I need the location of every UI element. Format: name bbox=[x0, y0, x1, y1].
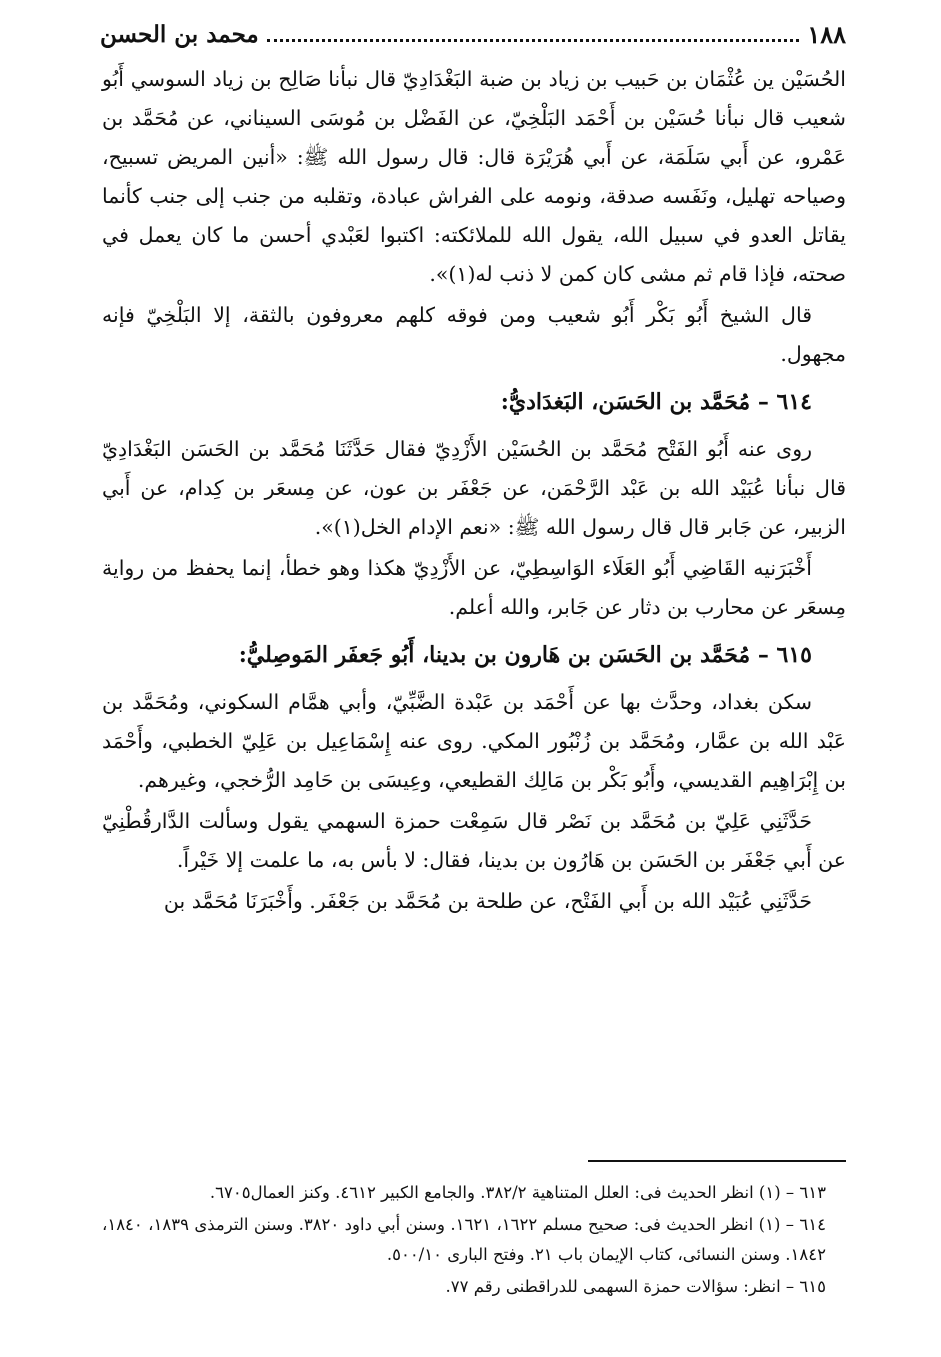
running-title: محمد بن الحسن bbox=[100, 20, 259, 48]
footnote-615: ٦١٥ – انظر: سؤالات حمزة السهمى للدراقطنى رقم ٧٧. bbox=[445, 1277, 826, 1296]
paragraph-entry-614-comment: أَخْبَرَنيه القَاضِي أَبُو العَلَاء الوَاسِطِيّ، عن الأَزْدِيّ هكذا وهو خطأ، إنما يحفظ من رواية مِسعَر عن محارب بن دثار عن جَابر، والله أعلم. bbox=[102, 556, 846, 619]
entry-heading-614: ٦١٤ – مُحَمَّد بن الحَسَن، البَغدَاديُّ: bbox=[500, 389, 812, 415]
page-header bbox=[100, 14, 846, 54]
paragraph-isnad-continuation: الحُسَيْن ين عُثْمَان بن حَبيب بن زياد بن ضبة البَغْدَادِيّ قال نبأنا صَالِح بن زياد السوسي أَبُو شعيب قال نبأنا حُسَيْن بن أَحْمَد البَلْخِيّ، عن الفَضْل بن مُوسَى السيناني، عن مُحَمَّد بن عَمْرو، عن أَبي سَلَمَة، عن أَبي هُرَيْرَة قال: قال رسول الله ﷺ: «أنين المريض تسبيح، وصياحه تهليل، ونَفَسه صدقة، ونومه على الفراش عبادة، وتقلبه من جنب إلى جنب كأنما يقاتل العدو في سبيل الله، يقول الله للملائكته: اكتبوا لعَبْدي أحسن ما كان يعمل في صحته، فإذا قام ثم مشى كان كمن لا ذنب له(١)». bbox=[102, 67, 846, 286]
footnote-613: ٦١٣ – (١) انظر الحديث فى: العلل المتناهية ٣٨٢/٢. والجامع الكبير ٤٦١٢. وكنز العمال٦٧٠٥. bbox=[209, 1183, 826, 1202]
main-text bbox=[102, 60, 846, 921]
entry-heading-615: ٦١٥ – مُحَمَّد بن الحَسَن بن هَارون بن بدينا، أَبُو جَعفَر المَوصِليُّ: bbox=[238, 642, 812, 668]
footnote-separator bbox=[588, 1160, 846, 1162]
paragraph-entry-615-grading: حَدَّثَنِي عَلِيّ بن مُحَمَّد بن نَصْر قال سَمِعْت حمزة السهمي يقول وسألت الدَّارقُطْنِيّ عن أَبي جَعْفَر بن الحَسَن بن هَارُون بن بدينا، فقال: لا بأس به، ما علمت إلا خَيْراً. bbox=[102, 809, 846, 872]
paragraph-entry-614-narration: روى عنه أَبُو الفَتْح مُحَمَّد بن الحُسَيْن الأَزْدِيّ فقال حَدَّثَنَا مُحَمَّد بن الحَسَن البَغْدَادِيّ قال نبأنا عُبَيْد الله بن عَبْد الرَّحْمَن، عن جَعْفَر بن عون، عن مِسعَر بن كِدام، عن أَبي الزبير، عن جَابر قال قال رسول الله ﷺ: «نعم الإدام الخل(١)». bbox=[102, 437, 846, 539]
header-dotted-leader bbox=[267, 39, 800, 42]
paragraph-entry-615-continuation: حَدَّثَنِي عُبَيْد الله بن أَبي الفَتْح، عن طلحة بن مُحَمَّد بن جَعْفَر. وأَخْبَرَنَا مُحَمَّد بن bbox=[163, 889, 812, 913]
page-number: ١٨٨ bbox=[807, 19, 846, 49]
footnotes bbox=[102, 1178, 846, 1304]
paragraph-entry-615-biography: سكن بغداد، وحدَّث بها عن أَحْمَد بن عَبْدة الضَّبِّيّ، وأبي همَّام السكوني، ومُحَمَّد بن عَبْد الله بن عمَّار، ومُحَمَّد بن زُنْبُور المكي. روى عنه إِسْمَاعِيل بن عَلِيّ الخطبي، وأَحْمَد بن إِبْرَاهِيم القديسي، وأَبُو بَكْر بن مَالِك القطيعي، وعِيسَى بن حَامِد الرُّخجي، وغيرهم. bbox=[102, 690, 846, 792]
paragraph-grading-comment: قال الشيخ أَبُو بَكْر أَبُو شعيب ومن فوقه كلهم معروفون بالثقة، إلا البَلْخِيّ فإنه مجهول. bbox=[102, 303, 846, 366]
footnote-614: ٦١٤ – (١) انظر الحديث فى: صحيح مسلم ١٦٢٢، ١٦٢١. وسنن أبي داود ٣٨٢٠. وسنن الترمذى ١٨٣٩، ١٨٤٠، ١٨٤٢. وسنن النسائى، كتاب الإيمان باب ٢١. وفتح البارى ٥٠٠/١٠. bbox=[102, 1215, 827, 1264]
